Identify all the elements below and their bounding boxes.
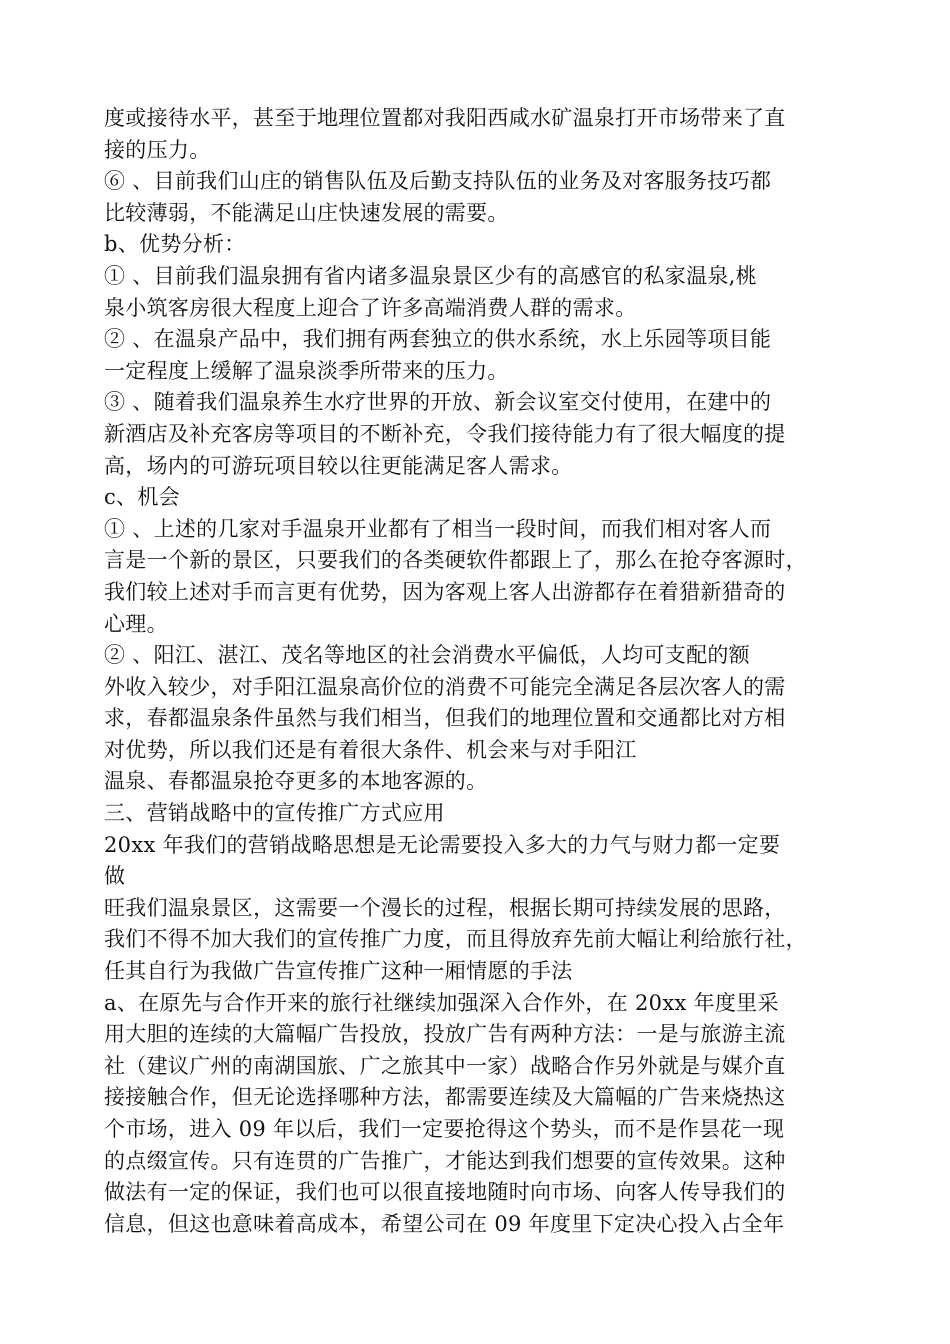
section-heading: c、机会 xyxy=(104,485,180,510)
text-line: 做 xyxy=(104,864,126,889)
text-line: 做法有一定的保证，我们也可以很直接地随时向市场、向客人传导我们的 xyxy=(104,1180,786,1205)
text-line: 心理。 xyxy=(104,611,168,636)
text-line: 20xx 年我们的营销战略思想是无论需要投入多大的力气与财力都一定要 xyxy=(104,832,781,857)
text-line: ② 、在温泉产品中，我们拥有两套独立的供水系统，水上乐园等项目能 xyxy=(104,327,772,352)
text-line: 用大胆的连续的大篇幅广告投放，投放广告有两种方法：一是与旅游主流 xyxy=(104,1022,786,1047)
text-line: a、在原先与合作开来的旅行社继续加强深入合作外，在 20xx 年度里采 xyxy=(104,990,779,1015)
text-line: ① 、上述的几家对手温泉开业都有了相当一段时间，而我们相对客人而 xyxy=(104,516,772,541)
text-line: 个市场，进入 09 年以后，我们一定要抢得这个势头，而不是作昙花一现 xyxy=(104,1117,785,1141)
text-line: 我们不得不加大我们的宣传推广力度，而且得放弃先前大幅让利给旅行社， xyxy=(104,927,807,952)
section-heading: 三、营销战略中的宣传推广方式应用 xyxy=(104,801,445,826)
text-line: 新酒店及补充客房等项目的不断补充，令我们接待能力有了很大幅度的提 xyxy=(104,421,786,446)
text-line: 社（建议广州的南湖国旅、广之旅其中一家）战略合作另外就是与媒介直 xyxy=(104,1053,786,1078)
section-heading: b、优势分析： xyxy=(104,232,246,257)
text-line: 接的压力。 xyxy=(104,137,211,162)
text-line: ② 、阳江、湛江、茂名等地区的社会消费水平偏低，人均可支配的额 xyxy=(104,643,750,668)
text-line: ① 、目前我们温泉拥有省内诸多温泉景区少有的高感官的私家温泉,桃 xyxy=(104,263,757,288)
text-line: 信息，但这也意味着高成本，希望公司在 09 年度里下定决心投入占全年 xyxy=(104,1211,785,1236)
text-line: 对优势，所以我们还是有着很大条件、机会来与对手阳江 xyxy=(104,737,637,762)
text-line: 温泉、春都温泉抢夺更多的本地客源的。 xyxy=(104,769,488,794)
text-line: 言是一个新的景区，只要我们的各类硬软件都跟上了，那么在抢夺客源时， xyxy=(104,548,807,573)
text-line: 任其自行为我做广告宣传推广这种一厢情愿的手法 xyxy=(104,959,573,984)
text-line: 的点缀宣传。只有连贯的广告推广，才能达到我们想要的宣传效果。这种 xyxy=(104,1148,786,1173)
text-line: ⑥ 、目前我们山庄的销售队伍及后勤支持队伍的业务及对客服务技巧都 xyxy=(104,169,772,194)
document-body xyxy=(104,103,864,1240)
text-line: 度或接待水平，甚至于地理位置都对我阳西咸水矿温泉打开市场带来了直 xyxy=(104,106,786,130)
text-line: 泉小筑客房很大程度上迎合了许多高端消费人群的需求。 xyxy=(104,295,637,320)
text-line: 求，春都温泉条件虽然与我们相当，但我们的地理位置和交通都比对方相 xyxy=(104,706,786,731)
text-line: 高，场内的可游玩项目较以往更能满足客人需求。 xyxy=(104,453,573,478)
text-line: 外收入较少，对手阳江温泉高价位的消费不可能完全满足各层次客人的需 xyxy=(104,674,786,699)
text-line: 接接触合作，但无论选择哪种方法，都需要连续及大篇幅的广告来烧热这 xyxy=(104,1085,786,1110)
text-line: 旺我们温泉景区，这需要一个漫长的过程，根据长期可持续发展的思路， xyxy=(104,895,786,920)
text-line: 我们较上述对手而言更有优势，因为客观上客人出游都存在着猎新猎奇的 xyxy=(104,579,786,604)
text-line: ③ 、随着我们温泉养生水疗世界的开放、新会议室交付使用，在建中的 xyxy=(104,390,772,415)
text-line: 一定程度上缓解了温泉淡季所带来的压力。 xyxy=(104,358,509,383)
text-line: 比较薄弱，不能满足山庄快速发展的需要。 xyxy=(104,200,509,225)
